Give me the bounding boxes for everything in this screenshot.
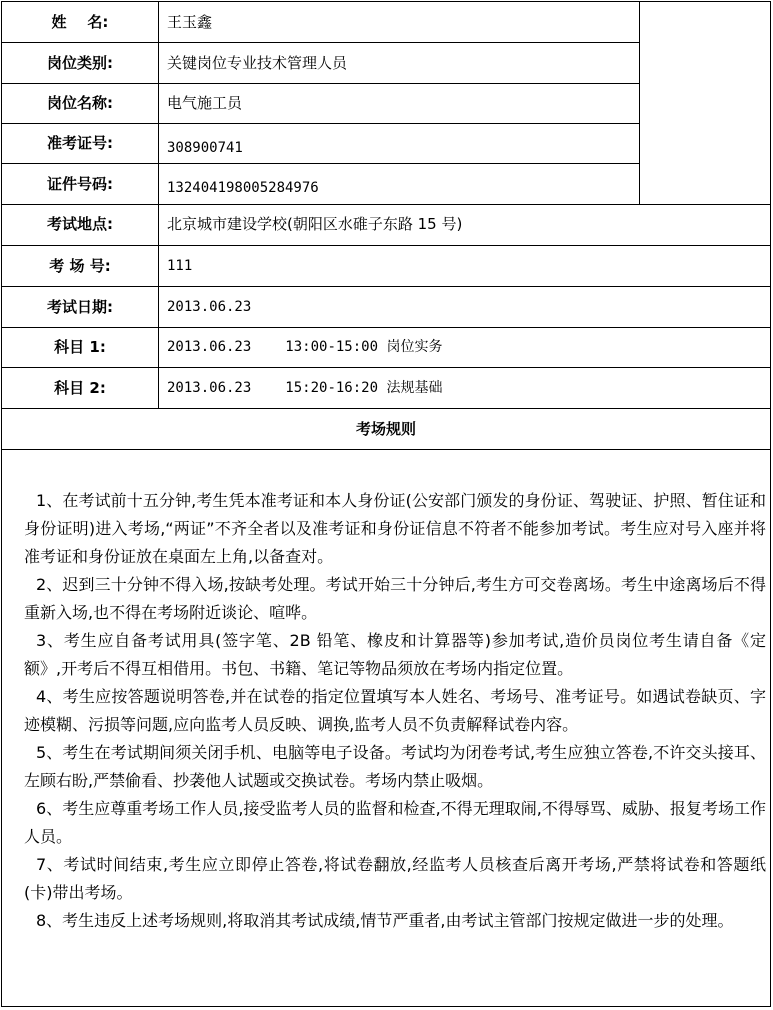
position-label: 岗位名称: <box>47 94 113 112</box>
ticket-number-value: 308900741 <box>167 140 243 156</box>
subject-2-label: 科目 2: <box>54 379 106 397</box>
rule-item: 1、在考试前十五分钟,考生凭本准考证和本人身份证(公安部门颁发的身份证、驾驶证、护照、暂住证和身份证明)进入考场,“两证”不齐全者以及准考证和身份证信息不符者不能参加考试。考生应对号入座并将准考证和身份证放在桌面左上角,以备查对。 <box>24 491 766 566</box>
date-label: 考试日期: <box>47 298 113 316</box>
subject-1-date: 2013.06.23 <box>167 339 252 355</box>
subject-2-time: 15:20-16:20 法规基础 <box>285 380 443 396</box>
photo-box-divider <box>639 2 640 204</box>
rule-item: 4、考生应按答题说明答卷,并在试卷的指定位置填写本人姓名、考场号、准考证号。如遇试卷缺页、字迹模糊、污损等问题,应向监考人员反映、调换,监考人员不负责解释试卷内容。 <box>24 687 766 734</box>
id-number-value: 132404198005284976 <box>167 180 319 196</box>
subject-1-value <box>167 327 442 367</box>
subject-2-date: 2013.06.23 <box>167 380 252 396</box>
category-value: 关键岗位专业技术管理人员 <box>167 54 348 72</box>
rule-item: 5、考生在考试期间须关闭手机、电脑等电子设备。考试均为闭卷考试,考生应独立答卷,不许交头接耳、左顾右盼,严禁偷看、抄袭他人试题或交换试卷。考场内禁止吸烟。 <box>24 743 766 790</box>
date-value: 2013.06.23 <box>167 299 252 315</box>
rules-body <box>24 487 766 935</box>
ticket-number-label: 准考证号: <box>47 134 113 152</box>
rule-item: 7、考试时间结束,考生应立即停止答卷,将试卷翻放,经监考人员核查后离开考场,严禁将试卷和答题纸(卡)带出考场。 <box>24 855 766 902</box>
rule-item: 8、考生违反上述考场规则,将取消其考试成绩,情节严重者,由考试主管部门按规定做进一步的处理。 <box>36 911 734 930</box>
rule-item: 6、考生应尊重考场工作人员,接受监考人员的监督和检查,不得无理取闹,不得辱骂、威胁、报复考场工作人员。 <box>24 799 766 846</box>
room-value: 111 <box>167 258 193 274</box>
row-divider <box>2 449 770 450</box>
location-value: 北京城市建设学校(朝阳区水碓子东路 15 号) <box>167 215 463 233</box>
room-label: 考 场 号: <box>49 257 111 275</box>
rule-item: 2、迟到三十分钟不得入场,按缺考处理。考试开始三十分钟后,考生方可交卷离场。考生中途离场后不得重新入场,也不得在考场附近谈论、喧哗。 <box>24 575 766 622</box>
rules-title: 考场规则 <box>355 420 416 438</box>
subject-1-label: 科目 1: <box>54 338 106 356</box>
location-label: 考试地点: <box>47 215 113 233</box>
name-value: 王玉鑫 <box>167 13 213 31</box>
name-label: 姓 名: <box>51 13 109 31</box>
category-label: 岗位类别: <box>47 54 113 72</box>
column-divider <box>158 2 159 408</box>
id-number-label: 证件号码: <box>47 175 113 193</box>
subject-1-time: 13:00-15:00 岗位实务 <box>285 339 443 355</box>
rule-item: 3、考生应自备考试用具(签字笔、2B 铅笔、橡皮和计算器等)参加考试,造价员岗位考生请自备《定额》,开考后不得互相借用。书包、书籍、笔记等物品须放在考场内指定位置。 <box>24 631 766 678</box>
position-value: 电气施工员 <box>167 94 243 112</box>
subject-2-value <box>167 368 442 408</box>
